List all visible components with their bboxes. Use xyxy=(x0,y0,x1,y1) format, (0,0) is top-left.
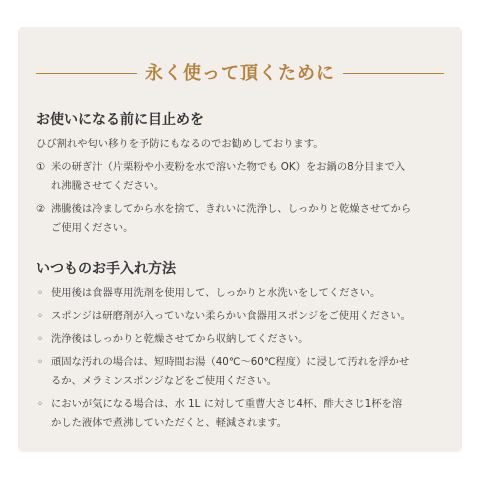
care-item xyxy=(36,284,448,303)
seasoning-heading: お使いになる前に目止めを xyxy=(36,112,204,128)
care-text-line: スポンジは研磨剤が入っていない柔らかい食器用スポンジをご使用ください。 xyxy=(51,310,411,322)
care-item xyxy=(36,330,448,349)
page-title: 永く使って頂くために xyxy=(145,63,335,84)
bullet-icon: ◦ xyxy=(37,356,44,368)
bullet-icon: ◦ xyxy=(37,287,44,299)
step-text-line: ご使用ください。 xyxy=(51,222,134,234)
care-instructions-card xyxy=(18,27,462,452)
care-item xyxy=(36,353,448,391)
care-text-line: においが気になる場合は、水 1L に対して重曹大さじ4杯、酢大さじ1杯を溶 xyxy=(51,398,403,410)
daily-care-section xyxy=(36,259,448,433)
step-number: ② xyxy=(36,203,46,215)
seasoning-step-2 xyxy=(36,200,448,238)
seasoning-step-1 xyxy=(36,158,448,196)
title-divider-left xyxy=(36,73,137,74)
step-text-line: れ沸騰させてください。 xyxy=(51,180,165,192)
care-text-line: 使用後は食器専用洗剤を使用して、しっかりと水洗いをしてください。 xyxy=(51,287,381,299)
bullet-icon: ◦ xyxy=(37,333,44,345)
care-item xyxy=(36,395,448,433)
care-text-line: かした液体で煮沸していただくと、軽減されます。 xyxy=(51,417,288,429)
care-text-line: 洗浄後はしっかりと乾燥させてから収納してください。 xyxy=(51,333,309,345)
seasoning-intro: ひび割れや匂い移りを予防にもなるのでお勧めしております。 xyxy=(36,138,324,150)
step-text-line: 米の研ぎ汁（片栗粉や小麦粉を水で溶いた物でも OK）をお鍋の8分目まで入 xyxy=(51,161,406,173)
daily-care-heading: いつものお手入れ方法 xyxy=(36,261,176,277)
title-divider-right xyxy=(343,73,444,74)
care-text-line: るか、メラミンスポンジなどをご使用ください。 xyxy=(51,375,277,387)
bullet-icon: ◦ xyxy=(37,310,44,322)
seasoning-section xyxy=(36,110,448,238)
step-number: ① xyxy=(36,161,46,173)
care-text-line: 頑固な汚れの場合は、短時間お湯（40℃〜60℃程度）に浸して汚れを浮かせ xyxy=(51,356,410,368)
bullet-icon: ◦ xyxy=(37,398,44,410)
care-item xyxy=(36,307,448,326)
step-text-line: 沸騰後は冷ましてから水を捨て、きれいに洗浄し、しっかりと乾燥させてから xyxy=(51,203,412,215)
title-row xyxy=(18,59,462,89)
